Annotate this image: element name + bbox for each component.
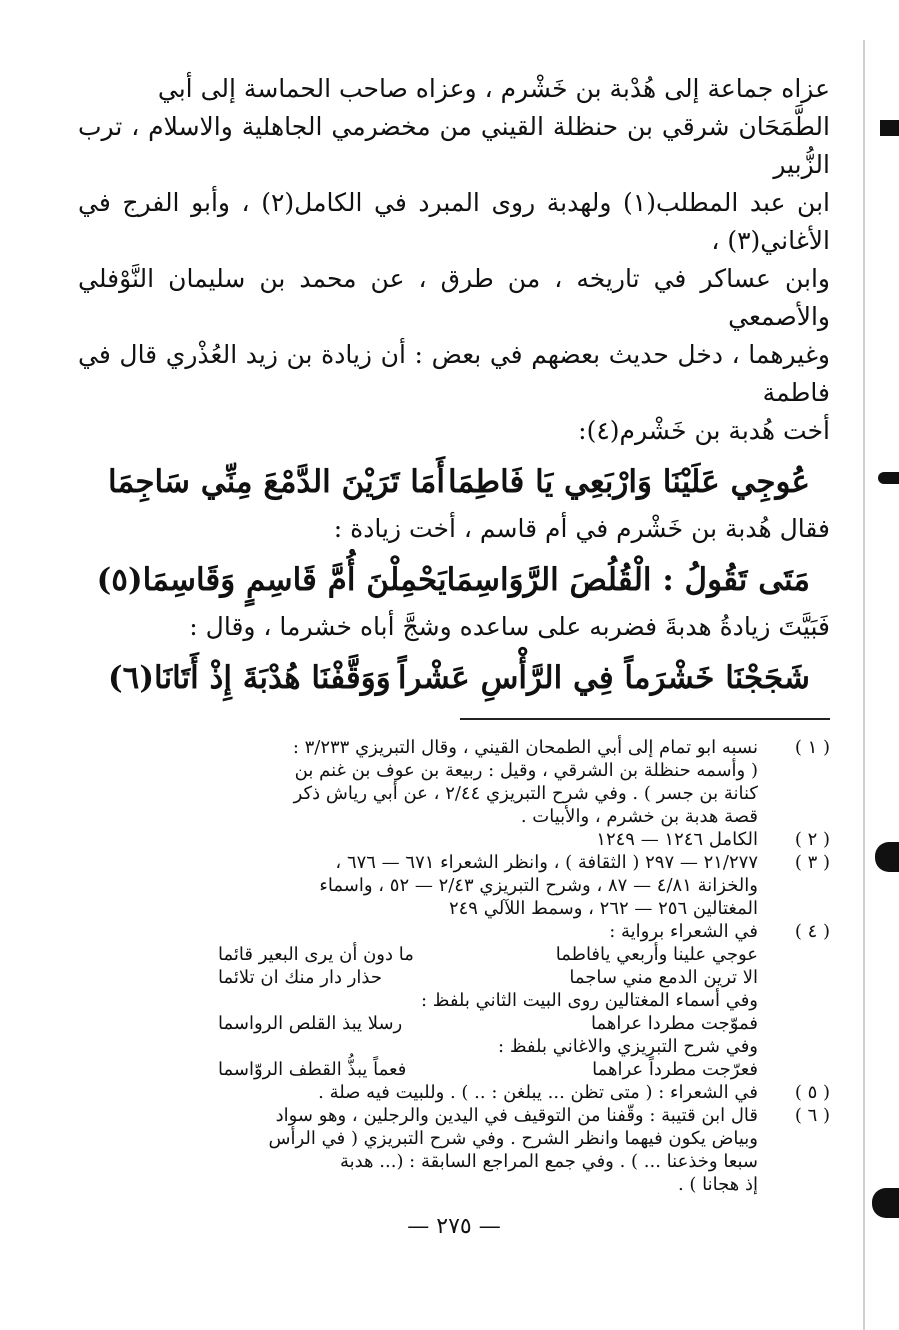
footnote-body xyxy=(78,851,758,920)
footnote-line: سبعا وخذعنا ... ) . وفي جمع المراجع السابقة : (... هدبة xyxy=(339,1151,758,1172)
footnote-separator xyxy=(460,718,830,720)
footnote-poem-line xyxy=(218,1012,758,1035)
footnote-line: والخزانة ٤/٨١ — ٨٧ ، وشرح التبريزي ٢/٤٣ — ٥٢ ، واسماء xyxy=(319,875,758,896)
hemistich-left: وَوَقَّفْنَا هُدْبَةَ إِذْ أَتَانَا(٦) xyxy=(108,660,391,696)
verse-2 xyxy=(96,562,810,598)
footnote-line: قال ابن قتيبة : وقّفنا من التوقيف في اليدين والرجلين ، وهو سواد xyxy=(275,1105,758,1126)
text-line: فَبَيَّتَ زيادةُ هدبةَ فضربه على ساعده وشجَّ أباه خشرما ، وقال : xyxy=(189,612,830,641)
footnote-line: قصة هدبة بن خشرم ، والأبيات . xyxy=(520,806,758,827)
footnote-1 xyxy=(78,736,830,828)
footnote-number: ( ١ ) xyxy=(794,737,830,758)
footnote-number: ( ٤ ) xyxy=(794,921,830,942)
hemistich-left: أَمَا تَرَيْنَ الدَّمْعَ مِنِّي سَاجِمَا xyxy=(108,464,445,500)
hemistich-right: الا ترين الدمع مني ساجما xyxy=(569,967,758,988)
margin-mark xyxy=(875,842,899,872)
footnote-body xyxy=(78,736,758,828)
hemistich-right: عُوجِي عَلَيْنَا وَارْبَعِي يَا فَاطِمَا xyxy=(448,464,810,500)
footnote-2 xyxy=(78,828,830,851)
footnote-body xyxy=(78,920,758,1081)
page xyxy=(78,70,830,1239)
footnote-body xyxy=(78,828,758,851)
footnotes xyxy=(78,736,830,1196)
footnote-line: ٢١/٢٧٧ — ٢٩٧ ( الثقافة ) ، وانظر الشعراء ٦٧١ — ٦٧٦ ، xyxy=(335,852,758,873)
hemistich-right: شَجَجْنَا خَشْرَماً فِي الرَّأْسِ عَشْراً xyxy=(397,660,810,696)
footnote-poem-line xyxy=(218,943,758,966)
footnote-body xyxy=(78,1104,758,1196)
hemistich-left: فعماً يبذُّ القطف الروّاسما xyxy=(218,1059,407,1080)
footnote-poem-line xyxy=(218,1058,758,1081)
footnote-line: في الشعراء : ( متى تظن ... يبلغن : .. ) . وللبيت فيه صلة . xyxy=(318,1082,758,1103)
hemistich-left: رسلا يبذ القلص الرواسما xyxy=(218,1013,403,1034)
footnote-4 xyxy=(78,920,830,1081)
margin-mark xyxy=(880,120,899,136)
footnote-6 xyxy=(78,1104,830,1196)
verse-1 xyxy=(108,464,810,500)
text-line: أخت هُدبة بن خَشْرم(٤): xyxy=(578,416,830,445)
footnote-line: في الشعراء برواية : xyxy=(609,921,758,942)
footnote-line: ( وأسمه حنظلة بن الشرقي ، وقيل : ربيعة بن عوف بن غنم بن xyxy=(294,760,758,781)
footnote-line: المغتالين ٢٥٦ — ٢٦٢ ، وسمط اللآلي ٢٤٩ xyxy=(448,898,758,919)
footnote-body xyxy=(78,1081,758,1104)
page-fold-line xyxy=(863,40,865,1330)
footnote-line: نسبه ابو تمام إلى أبي الطمحان القيني ، وقال التبريزي ٣/٢٣٣ : xyxy=(292,737,758,758)
footnote-5 xyxy=(78,1081,830,1104)
text-line: فقال هُدبة بن خَشْرم في أم قاسم ، أخت زيادة : xyxy=(333,514,830,543)
footnote-number: ( ٦ ) xyxy=(794,1105,830,1126)
footnote-number: ( ٢ ) xyxy=(794,829,830,850)
footnote-line: إذ هجانا ) . xyxy=(677,1174,758,1195)
footnote-line: وبياض يكون فيهما وانظر الشرح . وفي شرح التبريزي ( في الرأس xyxy=(268,1128,758,1149)
hemistich-left: ما دون أن يرى البعير قائما xyxy=(218,944,414,965)
footnote-number: ( ٣ ) xyxy=(794,852,830,873)
text-line: ابن عبد المطلب(١) ولهدبة روى المبرد في الكامل(٢) ، وأبو الفرج في الأغاني(٣) ، xyxy=(78,188,830,255)
text-line: الطَّمَحَان شرقي بن حنظلة القيني من مخضرمي الجاهلية والاسلام ، ترب الزُّبير xyxy=(78,112,830,179)
text-line: عزاه جماعة إلى هُدْبة بن خَشْرم ، وعزاه صاحب الحماسة إلى أبي xyxy=(157,74,830,103)
text-line: وابن عساكر في تاريخه ، من طرق ، عن محمد بن سليمان النَّوْفلي والأصمعي xyxy=(78,264,830,331)
footnote-line: كنانة بن جسر ) . وفي شرح التبريزي ٢/٤٤ ، عن أبي رياش ذكر xyxy=(293,783,758,804)
margin-mark xyxy=(872,1188,899,1218)
footnote-number: ( ٥ ) xyxy=(794,1082,830,1103)
hemistich-left: حذار دار منك ان تلائما xyxy=(218,967,382,988)
footnote-line: وفي أسماء المغتالين روى البيت الثاني بلفظ : xyxy=(420,990,758,1011)
hemistich-right: فعرّجت مطرداً عراهما xyxy=(592,1059,758,1080)
footnote-line: الكامل ١٢٤٦ — ١٢٤٩ xyxy=(596,829,758,850)
footnote-line: وفي شرح التبريزي والاغاني بلفظ : xyxy=(498,1036,758,1057)
page-number: — ٢٧٥ — xyxy=(407,1214,501,1239)
margin-mark xyxy=(878,472,899,484)
hemistich-right: عوجي علينا وأربعي يافاطما xyxy=(555,944,758,965)
hemistich-right: مَتَى تَقُولُ : الْقُلُصَ الرَّوَاسِمَا xyxy=(446,562,810,598)
hemistich-right: فموّجت مطردا عراهما xyxy=(591,1013,758,1034)
hemistich-left: يَحْمِلْنَ أُمَّ قَاسِمٍ وَقَاسِمَا(٥) xyxy=(96,562,447,598)
footnote-3 xyxy=(78,851,830,920)
verse-3 xyxy=(108,660,810,696)
text-line: وغيرهما ، دخل حديث بعضهم في بعض : أن زيادة بن زيد العُذْري قال في فاطمة xyxy=(78,340,830,407)
main-text xyxy=(78,70,830,696)
footnote-poem-line xyxy=(218,966,758,989)
